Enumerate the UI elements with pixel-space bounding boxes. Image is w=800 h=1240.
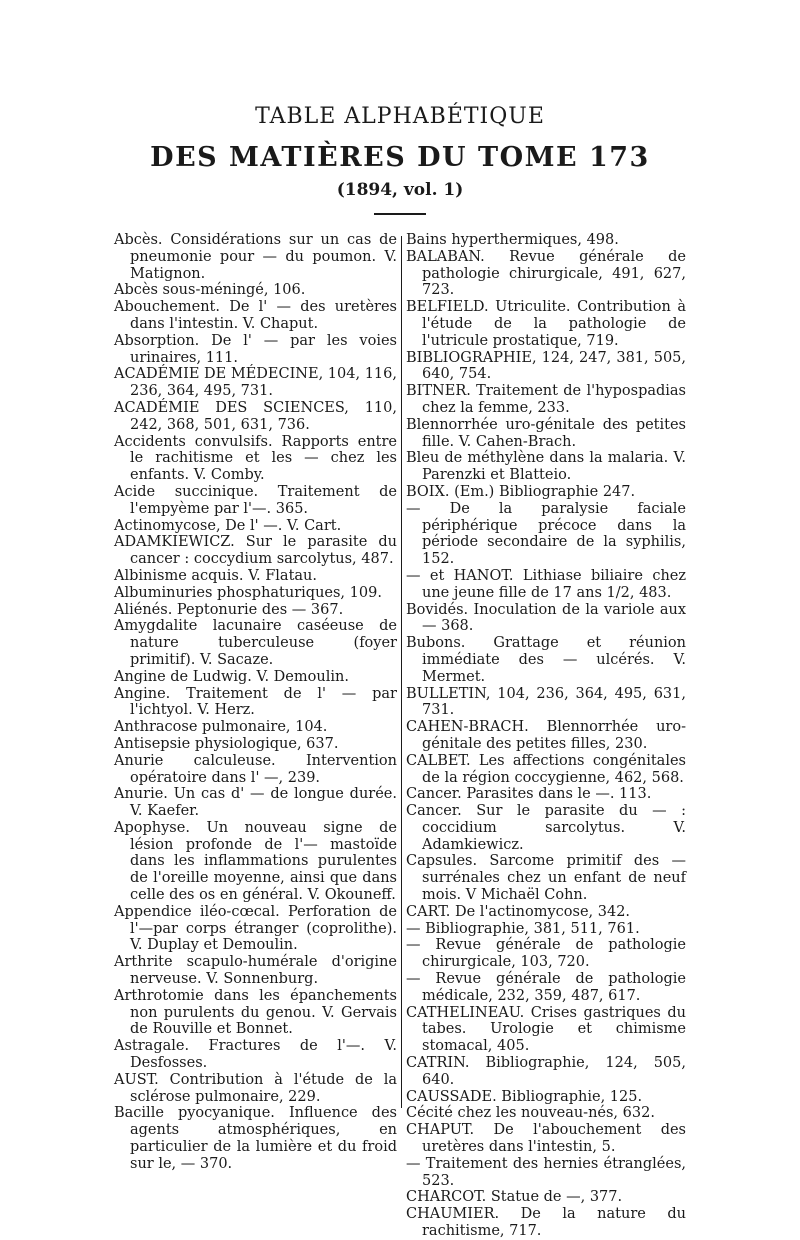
index-entry: Anurie. Un cas d' — de longue durée. V. Kaefer. bbox=[114, 786, 397, 820]
index-entry: Apophyse. Un nouveau signe de lésion profonde de l'— mastoïde dans les inflammations purulentes de l'oreille moyenne, ainsi que dans celle des os en général. V. Okouneff. bbox=[114, 819, 397, 904]
index-entry: Bacille pyocyanique. Influence des agents atmosphériques, en particulier de la lumière et du froid sur le, — 370. bbox=[114, 1105, 397, 1172]
index-entry: Abouchement. De l' — des uretères dans l'intestin. V. Chaput. bbox=[114, 299, 397, 332]
index-entry: CHAPUT. De l'abouchement des uretères dans l'intestin, 5. bbox=[406, 1122, 686, 1156]
index-entry: BITNER. Traitement de l'hypospadias chez la femme, 233. bbox=[406, 383, 686, 416]
column-divider bbox=[401, 236, 402, 1108]
index-entry: Cécité chez les nouveau-nés, 632. bbox=[406, 1105, 655, 1122]
index-entry: BALABAN. Revue générale de pathologie chirurgicale, 491, 627, 723. bbox=[406, 248, 686, 299]
index-entry: Anurie calculeuse. Intervention opératoire dans l' —, 239. bbox=[114, 752, 397, 786]
index-entry: — et HANOT. Lithiase biliaire chez une jeune fille de 17 ans 1/2, 483. bbox=[406, 567, 686, 601]
index-entry: Bovidés. Inoculation de la variole aux — 368. bbox=[406, 601, 686, 635]
index-entry: — Bibliographie, 381, 511, 761. bbox=[406, 920, 640, 937]
index-entry: Albuminuries phosphaturiques, 109. bbox=[114, 584, 382, 601]
index-entry: Bleu de méthylène dans la malaria. V. Parenzki et Blatteio. bbox=[406, 450, 686, 484]
index-entry: Bubons. Grattage et réunion immédiate des — ulcérés. V. Mermet. bbox=[406, 635, 686, 685]
index-entry: CATHELINEAU. Crises gastriques du tabes. Urologie et chimisme stomacal, 405. bbox=[406, 1004, 686, 1055]
index-entry: BOIX. (Em.) Bibliographie 247. bbox=[406, 483, 636, 500]
index-entry: Angine. Traitement de l' — par l'ichtyol. V. Herz. bbox=[114, 685, 397, 719]
index-entry: BELFIELD. Utriculite. Contribution à l'étude de la pathologie de l'utricule prostatique, 719. bbox=[406, 299, 686, 349]
index-entry: Arthrite scapulo-humérale d'origine nerveuse. V. Sonnenburg. bbox=[114, 954, 397, 988]
index-entry: ACADÉMIE DE MÉDECINE, 104, 116, 236, 364, 495, 731. bbox=[114, 366, 397, 400]
index-entry: Blennorrhée uro-génitale des petites fille. V. Cahen-Brach. bbox=[406, 416, 686, 450]
index-entry: — De la paralysie faciale périphérique précoce dans la période secondaire de la syphilis, 152. bbox=[406, 500, 686, 568]
index-entry: Angine de Ludwig. V. Demoulin. bbox=[114, 668, 349, 685]
index-entry: CALBET. Les affections congénitales de la région coccygienne, 462, 568. bbox=[406, 752, 686, 786]
index-entry: BULLETIN, 104, 236, 364, 495, 631, 731. bbox=[406, 685, 686, 719]
index-entry: Anthracose pulmonaire, 104. bbox=[114, 719, 328, 736]
index-entry: CHAUMIER. De la nature du rachitisme, 717. bbox=[406, 1206, 686, 1240]
index-entry: Antisepsie physiologique, 637. bbox=[114, 735, 339, 752]
index-entry: Abcès. Considérations sur un cas de pneumonie pour — du poumon. V. Matignon. bbox=[114, 232, 397, 282]
index-entry: Capsules. Sarcome primitif des — surrénales chez un enfant de neuf mois. V Michaël Cohn. bbox=[406, 853, 686, 904]
index-entry: Absorption. De l' — par les voies urinaires, 111. bbox=[114, 332, 397, 366]
index-entry: Bains hyperthermiques, 498. bbox=[406, 232, 619, 248]
index-entry: — Revue générale de pathologie médicale, 232, 359, 487, 617. bbox=[406, 971, 686, 1004]
index-entry: CART. De l'actinomycose, 342. bbox=[406, 903, 631, 920]
page-title-volume: (1894, vol. 1) bbox=[336, 180, 464, 200]
index-entry: ACADÉMIE DES SCIENCES, 110, 242, 368, 501, 631, 736. bbox=[114, 399, 397, 433]
index-entry: Aliénés. Peptonurie des — 367. bbox=[114, 601, 344, 618]
index-entry: CHARCOT. Statue de —, 377. bbox=[406, 1189, 623, 1206]
index-entry: — Traitement des hernies étranglées, 523. bbox=[406, 1155, 686, 1189]
index-entry: Astragale. Fractures de l'—. V. Desfosses. bbox=[114, 1038, 397, 1072]
index-entry: ADAMKIEWICZ. Sur le parasite du cancer : coccydium sarcolytus, 487. bbox=[114, 534, 397, 568]
index-entry: BIBLIOGRAPHIE, 124, 247, 381, 505, 640, 754. bbox=[406, 349, 686, 383]
index-entry: Appendice iléo-cœcal. Perforation de l'—par corps étranger (coprolithe). V. Duplay et Demoulin. bbox=[114, 903, 397, 954]
index-entry: Abcès sous-méningé, 106. bbox=[114, 282, 306, 299]
index-entry: CAHEN-BRACH. Blennorrhée uro-génitale des petites filles, 230. bbox=[406, 719, 686, 752]
index-entry: CAUSSADE. Bibliographie, 125. bbox=[406, 1088, 643, 1105]
index-column-left bbox=[114, 232, 397, 1173]
index-entry: CATRIN. Bibliographie, 124, 505, 640. bbox=[406, 1055, 686, 1088]
index-entry: Amygdalite lacunaire caséeuse de nature tuberculeuse (foyer primitif). V. Sacaze. bbox=[114, 618, 397, 668]
title-rule bbox=[374, 213, 426, 215]
index-entry: Arthrotomie dans les épanchements non purulents du genou. V. Gervais de Rouville et Bonnet. bbox=[114, 987, 397, 1038]
index-entry: — Revue générale de pathologie chirurgicale, 103, 720. bbox=[406, 937, 686, 971]
index-entry: AUST. Contribution à l'étude de la sclérose pulmonaire, 229. bbox=[114, 1071, 397, 1105]
index-entry: Accidents convulsifs. Rapports entre le rachitisme et les — chez les enfants. V. Comby. bbox=[114, 433, 397, 484]
index-entry: Albinisme acquis. V. Flatau. bbox=[114, 567, 317, 584]
page-title-line2: DES MATIÈRES DU TOME 173 bbox=[150, 142, 650, 173]
index-entry: Actinomycose, De l' —. V. Cart. bbox=[114, 517, 342, 534]
page-title-line1: TABLE ALPHABÉTIQUE bbox=[255, 104, 545, 129]
index-column-right bbox=[406, 232, 686, 1240]
index-entry: Cancer. Parasites dans le —. 113. bbox=[406, 786, 652, 803]
index-entry: Cancer. Sur le parasite du — : coccidium sarcolytus. V. Adamkiewicz. bbox=[406, 803, 686, 853]
index-entry: Acide succinique. Traitement de l'empyème par l'—. 365. bbox=[114, 483, 397, 517]
